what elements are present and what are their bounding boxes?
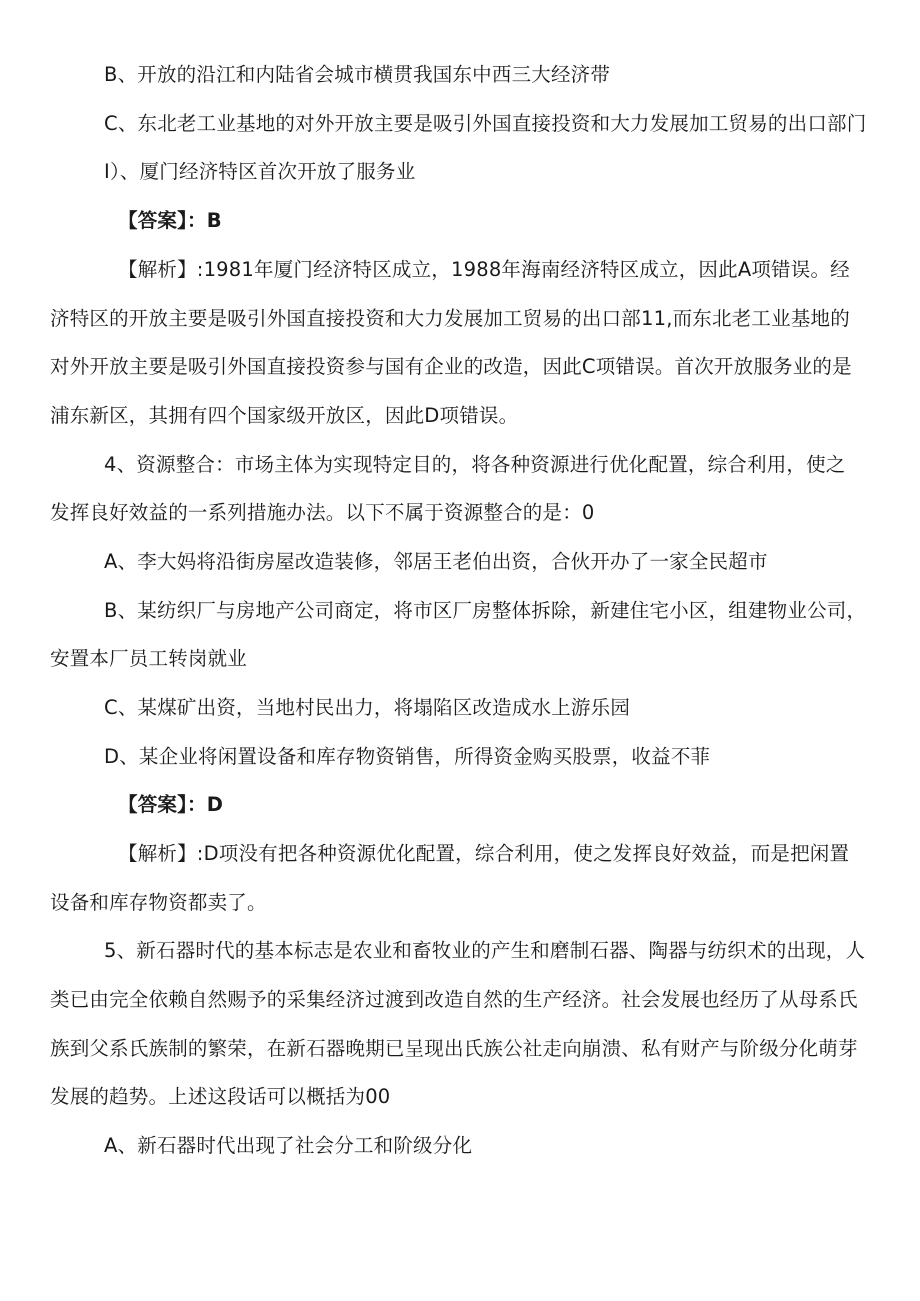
explanation-q4-line2: 设备和库存物资都卖了。 xyxy=(50,891,267,914)
option-d-q4: D、某企业将闲置设备和库存物资销售，所得资金购买股票，收益不菲 xyxy=(104,745,711,768)
question-4-line1: 4、资源整合：市场主体为实现特定目的，将各种资源进行优化配置，综合利用，使之 xyxy=(104,453,846,476)
option-c-q4: C、某煤矿出资，当地村民出力，将塌陷区改造成水上游乐园 xyxy=(104,696,631,719)
option-a-q4: A、李大妈将沿街房屋改造装修，邻居王老伯出资，合伙开办了一家全民超市 xyxy=(104,550,768,573)
question-5-line2: 类已由完全依赖自然赐予的采集经济过渡到改造自然的生产经济。社会发展也经历了从母系氏 xyxy=(50,988,858,1011)
question-5-line3: 族到父系氏族制的繁荣，在新石器晚期已呈现出氏族公社走向崩溃、私有财产与阶级分化萌芽 xyxy=(50,1037,858,1060)
option-b-q4-line1: B、某纺织厂与房地产公司商定，将市区厂房整体拆除，新建住宅小区，组建物业公司， xyxy=(104,599,867,622)
option-d-q3: I）、厦门经济特区首次开放了服务业 xyxy=(104,160,416,183)
question-4-line2: 发挥良好效益的一系列措施办法。以下不属于资源整合的是：0 xyxy=(50,501,595,524)
option-a-q5: A、新石器时代出现了社会分工和阶级分化 xyxy=(104,1134,473,1157)
option-b-q3: B、开放的沿江和内陆省会城市横贯我国东中西三大经济带 xyxy=(104,63,611,86)
option-c-q3: C、东北老工业基地的对外开放主要是吸引外国直接投资和大力发展加工贸易的出口部门 xyxy=(104,112,867,135)
explanation-q3-line4: 浦东新区，其拥有四个国家级开放区，因此D项错误。 xyxy=(50,404,519,427)
answer-q3: 【答案】：B xyxy=(118,209,222,232)
option-b-q4-line2: 安置本厂员工转岗就业 xyxy=(50,647,248,670)
explanation-q3-line2: 济特区的开放主要是吸引外国直接投资和大力发展加工贸易的出口部11,而东北老工业基地的 xyxy=(50,307,850,330)
question-5-line4: 发展的趋势。上述这段话可以概括为00 xyxy=(50,1085,391,1108)
explanation-q4-line1: 【解析】:D项没有把各种资源优化配置，综合利用，使之发挥良好效益，而是把闲置 xyxy=(118,842,850,865)
explanation-q3-line3: 对外开放主要是吸引外国直接投资参与国有企业的改造，因此C项错误。首次开放服务业的是 xyxy=(50,355,852,378)
question-5-line1: 5、新石器时代的基本标志是农业和畜牧业的产生和磨制石器、陶器与纺织术的出现，人 xyxy=(104,939,866,962)
answer-q4: 【答案】：D xyxy=(118,793,224,816)
explanation-q3-line1: 【解析】:1981年厦门经济特区成立，1988年海南经济特区成立，因此A项错误。经 xyxy=(118,258,850,281)
